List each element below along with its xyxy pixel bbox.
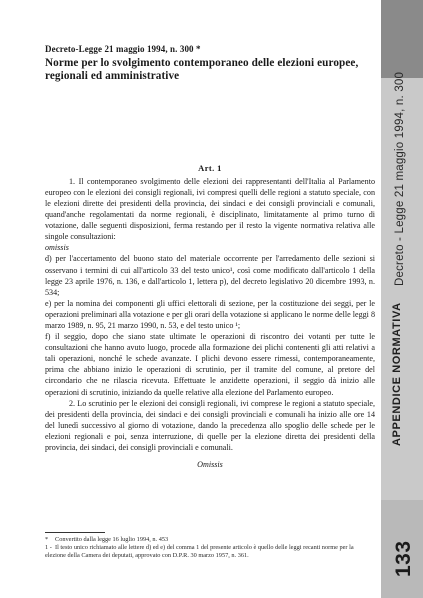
paragraph-2: 2. Lo scrutinio per le elezioni dei consigli regionali, ivi comprese le regioni a statuto speciale, dei presidenti della provincia, dei sindaci e dei consigli provinciali e comunali ha inizio alle ore 14 del lunedì successivo al giorno di votazione, dando la precedenza allo spoglio delle schede per le elezioni regionali e poi, senza interruzione, di quelle per la elezione diretta dei presidenti della provincia, dei sindaci, dei consigli provinciali e comunali. (45, 398, 375, 453)
omissis-inline: omissis (45, 243, 69, 253)
main-content (45, 44, 375, 470)
side-margin-top-band (381, 0, 423, 78)
footnote-mark: 1 - (45, 544, 52, 552)
paragraph-1: 1. Il contemporaneo svolgimento delle elezioni dei rappresentanti dell'Italia al Parlamento europeo con le elezioni dei consigli regionali, ivi compresi quelli delle regioni a statuto speciale, con le elezioni dirette dei presidenti della provincia, dei sindaci e dei consigli provinciali e comunali, quand'anche regolamentati da norme regionali, è disciplinato, limitatamente al primo turno di votazione, dalle seguenti disposizioni, ferma restando per il resto la vigente normativa relativa alle singole consultazioni: (45, 176, 375, 242)
footnote-rule (45, 532, 105, 533)
footnote-text: Il testo unico richiamato alle lettere d) ed e) del comma 1 del presente articolo è quello delle leggi recanti norme per la elezione della Camera dei deputati, approvato con D.P.R. 30 marzo 1957, n. 361. (45, 544, 354, 560)
article-heading: Art. 1 (198, 162, 222, 173)
footnote-mark: * (45, 536, 49, 543)
paragraph-f: f) il seggio, dopo che siano state ultimate le operazioni di riscontro dei votanti per tutte le consultazioni che hanno avuto luogo, procede alla formazione dei plichi contenenti gli atti relativi a tali operazioni, nonché le schede avanzate. I plichi devono essere rimessi, contemporaneamente, prima che abbiano inizio le operazioni di scrutinio, per il tramite del comune, al pretore del circondario che ne rilascia ricevuta. Effettuate le anzidette operazioni, il seggio dà inizio alle operazioni di scrutinio, iniziando da quelle relative alla elezione del Parlamento europeo. (45, 332, 375, 397)
running-title: Decreto - Legge 21 maggio 1994, n. 300 (394, 71, 406, 286)
page-number: 133 (392, 540, 415, 577)
footnote-2 (45, 544, 375, 560)
section-label: APPENDICE NORMATIVA (391, 302, 403, 446)
footnotes (45, 532, 375, 561)
paragraph-d: d) per l'accertamento del buono stato del materiale occorrente per l'arredamento delle sezioni si osservano i termini di cui all'articolo 33 del testo unico¹, così come modificato dall'articolo 1 della legge 23 aprile 1976, n. 136, e dall'articolo 1, lettera p), del decreto legislativo 20 dicembre 1993, n. 534; (45, 254, 375, 297)
omissis-closing: Omissis (197, 460, 223, 470)
paragraph-e: e) per la nomina dei componenti gli uffici elettorali di sezione, per la costituzione dei seggi, per le operazioni preliminari alla votazione e per gli orari della votazione si applicano le norme delle leggi 8 marzo 1989, n. 95, 21 marzo 1990, n. 53, e del testo unico ¹; (45, 298, 375, 330)
decree-heading: Decreto-Legge 21 maggio 1994, n. 300 * (45, 44, 201, 54)
footnote-1 (45, 536, 375, 544)
document-title: Norme per lo svolgimento contemporaneo delle elezioni europee, regionali ed amministrative (45, 57, 359, 82)
footnote-text: Convertito dalla legge 16 luglio 1994, n. 453 (55, 536, 169, 543)
